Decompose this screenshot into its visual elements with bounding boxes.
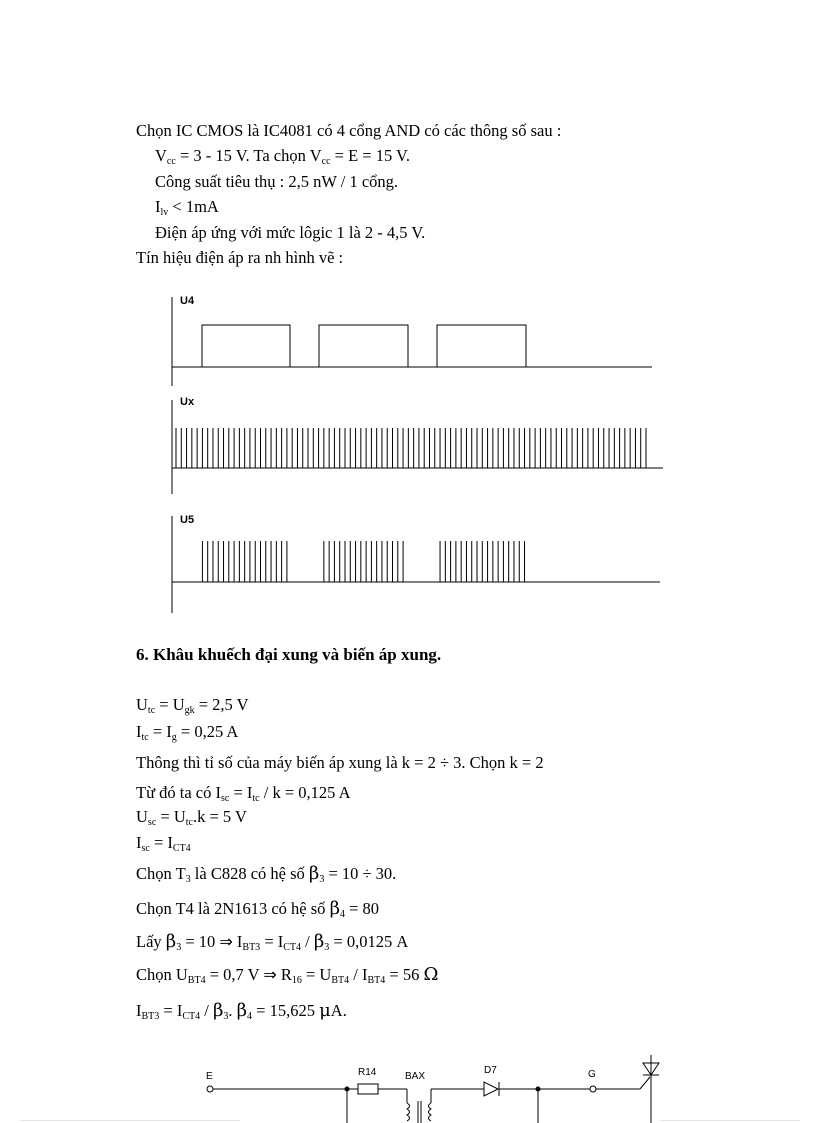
footer-rule-right xyxy=(660,1120,800,1121)
transformer-secondary-coil xyxy=(429,1103,432,1121)
resistor-r14 xyxy=(358,1084,378,1094)
transformer-ratio-line: Thông thì tỉ số của máy biến áp xung là k = 2 ÷ 3. Chọn k = 2 xyxy=(136,753,544,772)
section-6-heading: 6. Khâu khuếch đại xung và biến áp xung. xyxy=(136,645,442,664)
label-bax: BAX xyxy=(405,1071,426,1082)
u5-label: U5 xyxy=(180,514,195,526)
isc-line: $I_{sc} = I_{CT4}$ xyxy=(136,833,191,854)
power-line: Công suất tiêu thụ : 2,5 nW / 1 cổng. xyxy=(155,172,399,191)
u4-pulse-train xyxy=(172,325,526,367)
utc-line: $U_{tc} = U_{gk} = 2,5$ V xyxy=(136,695,249,716)
implies-arrow-icon: ⇒ xyxy=(219,932,233,951)
circuit-diagram xyxy=(0,1055,816,1123)
ic-intro: Chọn IC CMOS là IC4081 có 4 cổng AND có các thông số sau : xyxy=(136,121,562,140)
vcc-line: $V_{cc} = 3 - 15$ V. Ta chọn $V_{cc} = E = 15$ V. xyxy=(155,146,410,167)
label-g: G xyxy=(588,1069,596,1080)
r16-line: Chọn $U_{BT4} = 0,7$ V ⇒ $R_{16} = U_{BT4} / I_{BT4} = 56$ Ω xyxy=(136,964,439,986)
ux-pulse-train xyxy=(176,428,646,468)
transformer-primary-coil xyxy=(407,1103,410,1121)
implies-arrow-icon: ⇒ xyxy=(263,965,277,984)
ibt3-line: Lấy $\beta_3 = 10$ ⇒ $I_{BT3} = I_{CT4} / \beta_3 = 0,0125$ A xyxy=(136,931,409,953)
u5-pulse-train xyxy=(202,541,524,582)
signal-caption: Tín hiệu điện áp ra nh hình vẽ : xyxy=(136,248,344,267)
itc-line: $I_{tc} = I_g = 0,25$ A xyxy=(136,722,239,743)
t4-choice-line: Chọn T4 là 2N1613 có hệ số $\beta_4 = 80$ xyxy=(136,898,380,920)
label-r14: R14 xyxy=(358,1067,377,1078)
terminal-g xyxy=(590,1086,596,1092)
wire xyxy=(640,1077,650,1089)
current-line: $I_{lv} < 1mA$ xyxy=(155,197,219,218)
isc-calc-line: Từ đó ta có $I_{sc} = I_{tc} / k = 0,125$ A xyxy=(136,783,351,804)
u4-label: U4 xyxy=(180,295,195,307)
t3-choice-line: Chọn $T_3$ là C828 có hệ số $\beta_3 = 10 \div 30$. xyxy=(136,863,397,885)
usc-line: $U_{sc} = U_{tc}.k = 5$ V xyxy=(136,807,247,828)
diode-d7 xyxy=(484,1082,498,1096)
ibt3-final-line: $I_{BT3} = I_{CT4} / \beta_3$. $\beta_4 = 15,625$ μA. xyxy=(136,1000,347,1022)
ux-label: Ux xyxy=(180,396,195,408)
waveform-diagram xyxy=(0,280,816,620)
label-d7: D7 xyxy=(484,1065,497,1076)
label-e: E xyxy=(206,1071,213,1082)
footer-rule-left xyxy=(20,1120,240,1121)
terminal-e xyxy=(207,1086,213,1092)
logic-level-line: Điện áp ứng với mức lôgic 1 là 2 - 4,5 V. xyxy=(155,223,426,242)
